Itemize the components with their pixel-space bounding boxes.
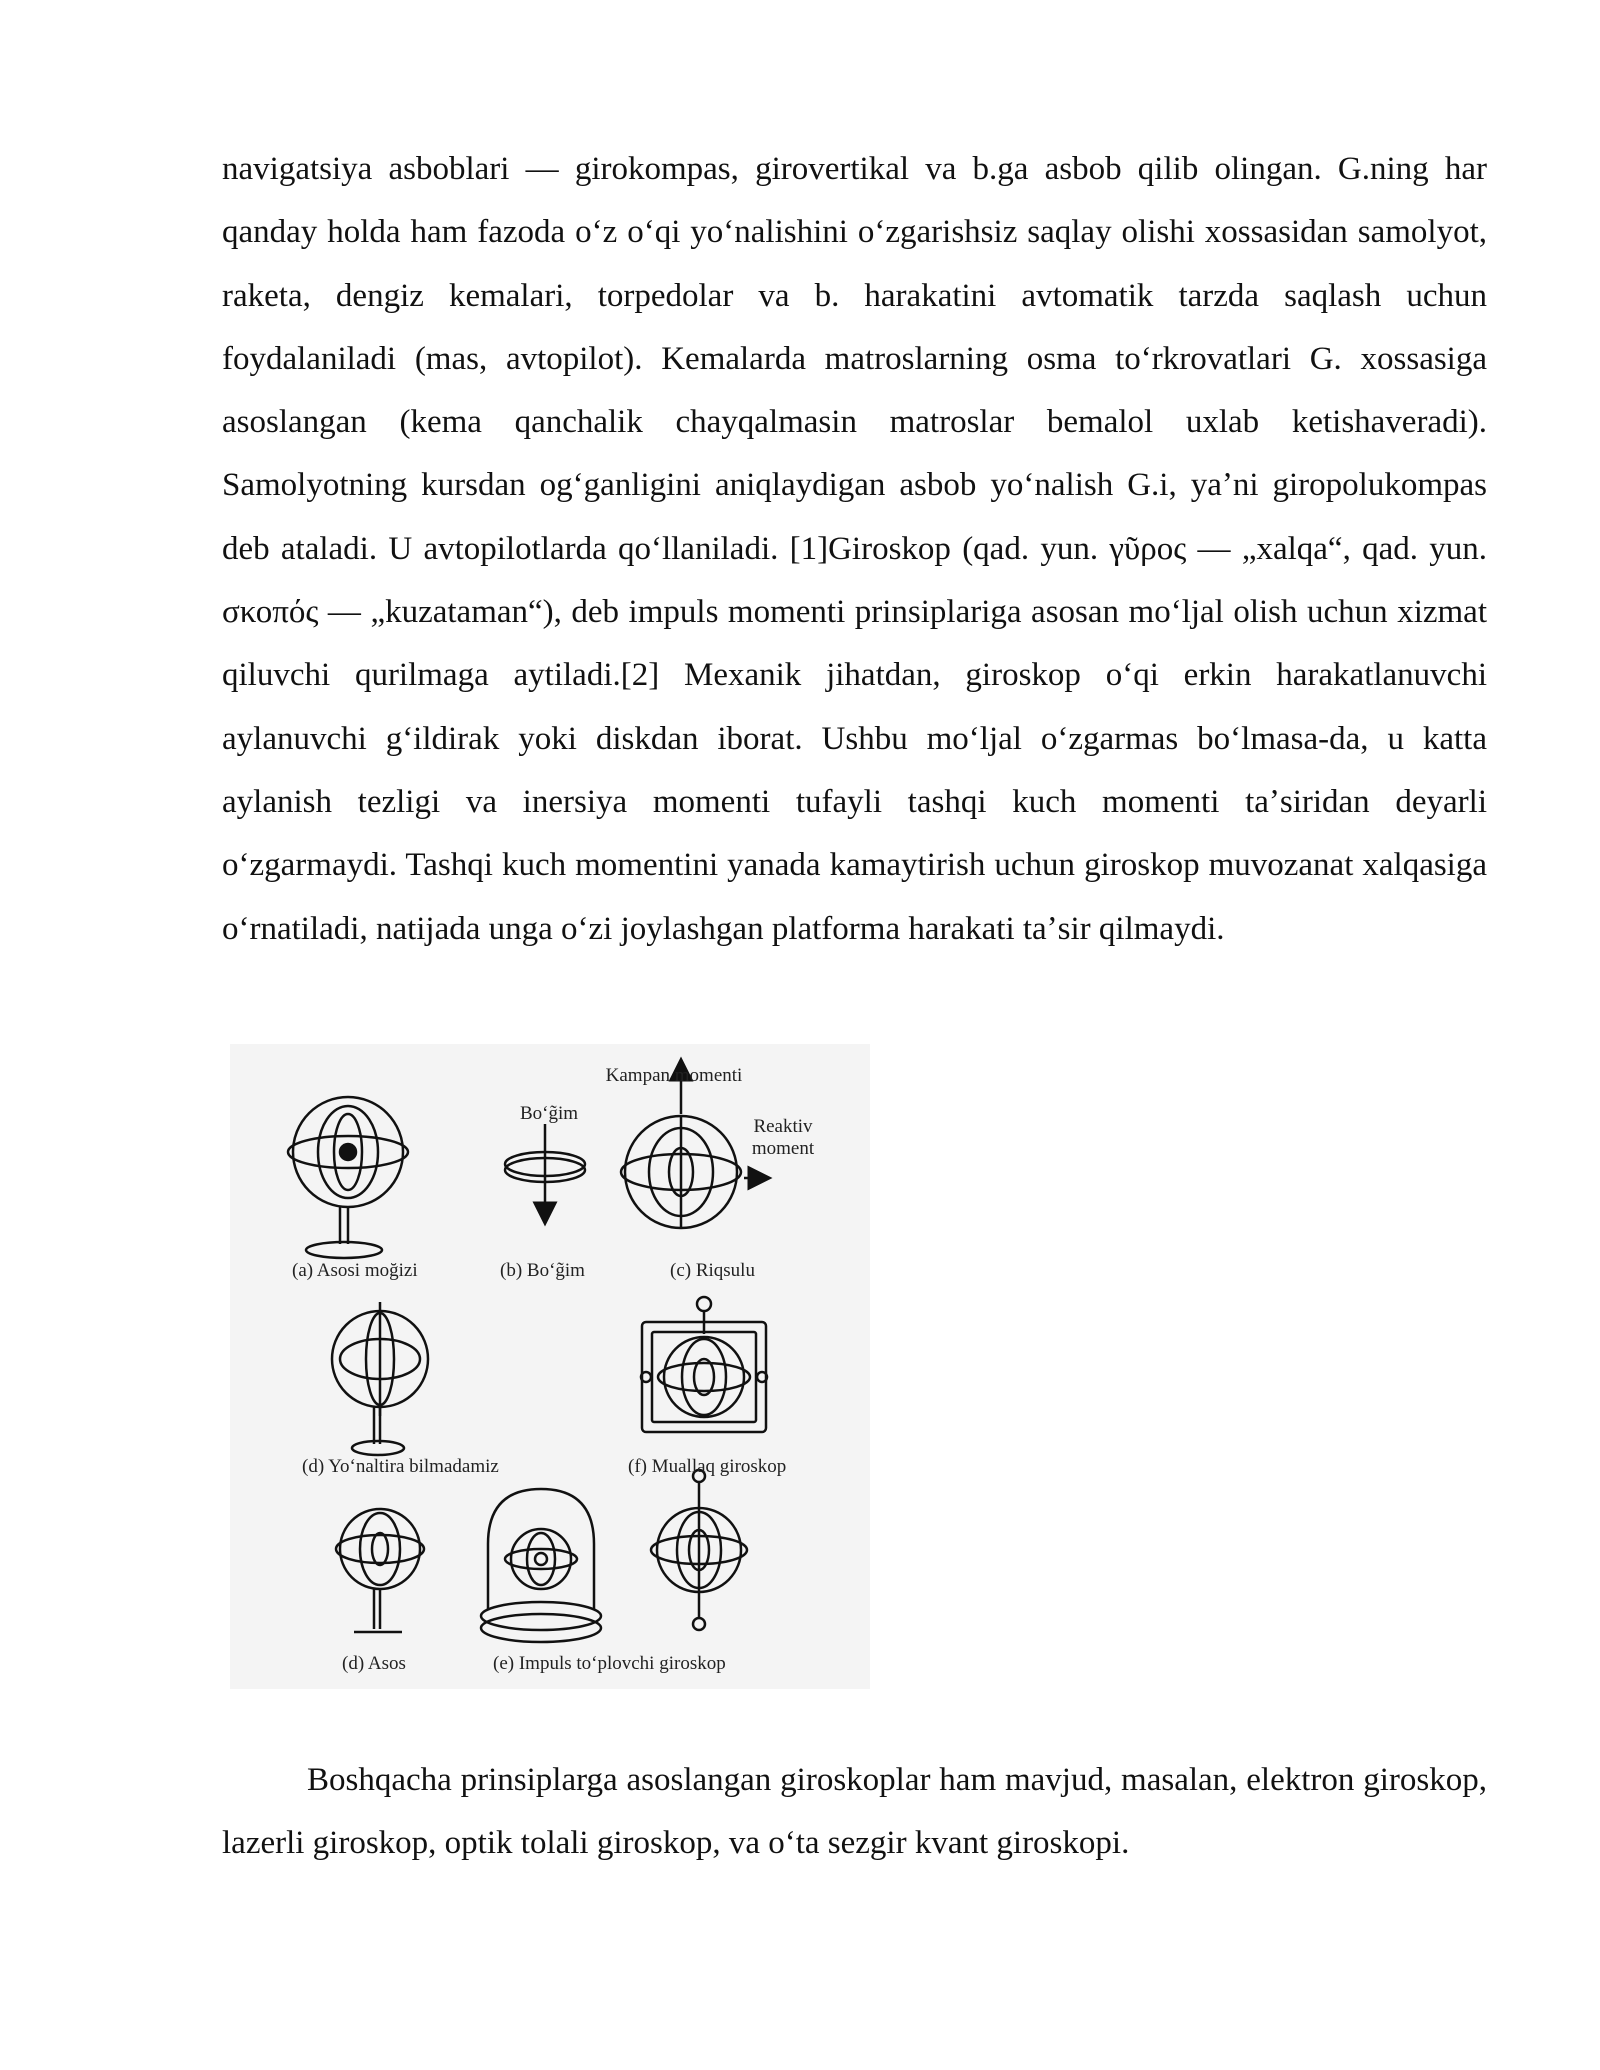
gyroscope-h-illustration (651, 1470, 747, 1630)
gimbal-b-illustration (505, 1124, 585, 1214)
label-reaktiv: Reaktiv (753, 1116, 813, 1137)
gyroscope-f-illustration (641, 1297, 767, 1432)
caption-b: (b) Boʻg̃im (500, 1260, 585, 1281)
label-moment: moment (751, 1138, 815, 1159)
body-paragraph-2: Boshqacha prinsiplarga asoslangan giroskoplar ham mavjud, masalan, elektron giroskop, lazerli giroskop, optik tolali giroskop, va oʻta sezgir kvant giroskopi. (222, 1762, 1487, 1862)
caption-d2: (d) Asos (342, 1653, 406, 1674)
label-kampan-momenti: Kampan momenti (605, 1065, 743, 1086)
gyroscope-d-illustration (332, 1302, 428, 1455)
gyroscope-base-illustration (336, 1509, 424, 1632)
body-paragraph-1: navigatsiya asboblari — girokompas, girovertikal va b.ga asbob qilib olingan. G.ning har qanday holda ham fazoda oʻz oʻqi yoʻnalishini oʻzgarishsiz saqlay olishi xossasidan samolyot, raketa, dengiz kemalari, torpedolar va b. harakatini avtomatik tarzda saqlash uchun foydalaniladi (mas, avtopilot). Kemalarda matroslarning osma toʻrkrovatlari G. xossasiga asoslangan (kema qanchalik chayqalmasin matroslar bemalol uxlab ketishaveradi). Samolyotning kursdan ogʻganligini aniqlaydigan asbob yoʻnalish G.i, yaʼni giropolukompas deb ataladi. U avtopilotlarda qoʻllaniladi. [1]Giroskop (qad. yun. γῦρος — „xalqa“, qad. yun. σκοπός — „kuzataman“), deb impuls momenti prinsiplariga asosan moʻljal olish uchun xizmat qiluvchi qurilmaga aytiladi.[2] Mexanik jihatdan, giroskop oʻqi erkin harakatlanuvchi aylanuvchi gʻildirak yoki diskdan iborat. Ushbu moʻljal oʻzgarmas boʻlmasa-da, u katta aylanish tezligi va inersiya momenti tufayli tashqi kuch momenti taʼsiridan deyarli oʻzgarmaydi. Tashqi kuch momentini yanada kamaytirish uchun giroskop muvozanat xalqasiga oʻrnatiladi, natijada unga oʻzi joylashgan platforma harakati taʼsir qilmaydi. (222, 151, 1487, 947)
caption-a: (a) Asosi moğizi (292, 1260, 418, 1281)
gyroscope-c-illustration (621, 1069, 760, 1229)
caption-e: (e) Impuls toʻplovchi giroskop (493, 1653, 726, 1674)
caption-c: (c) Riqsulu (670, 1260, 755, 1281)
gyroscope-a-illustration (288, 1097, 408, 1258)
gyroscope-figure (230, 1044, 870, 1689)
gyroscope-e-illustration (481, 1489, 601, 1642)
label-bogim-top: Boʻg̃im (519, 1103, 579, 1124)
caption-f: (f) Muallaq giroskop (628, 1456, 787, 1477)
gyroscope-illustrations (230, 1044, 870, 1689)
caption-d1: (d) Yoʻnaltira bilmadamiz (302, 1456, 499, 1477)
